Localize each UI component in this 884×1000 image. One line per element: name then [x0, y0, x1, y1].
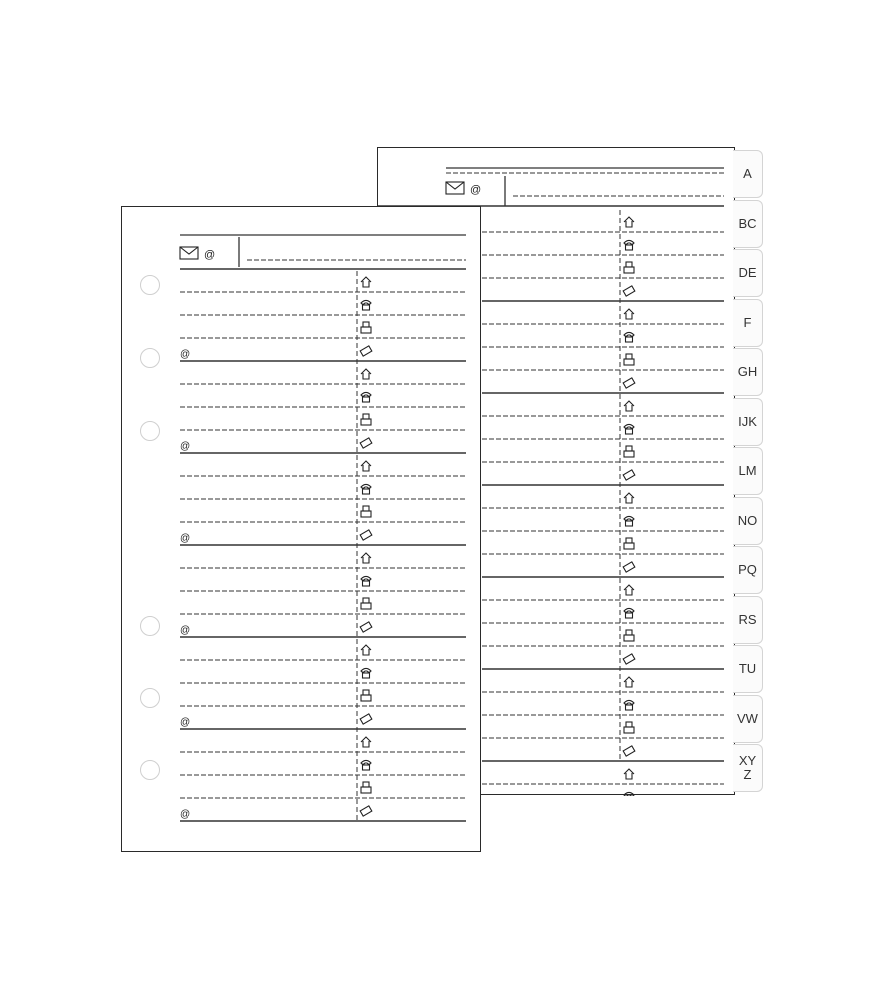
mobile-icon [623, 562, 635, 572]
house-icon [624, 493, 634, 503]
punch-hole [140, 275, 160, 295]
punch-hole [140, 760, 160, 780]
email-at-label: @ [204, 249, 216, 261]
index-tab[interactable] [733, 695, 763, 743]
house-icon [624, 217, 634, 227]
index-tab[interactable] [733, 447, 763, 495]
index-tab-label: LM [738, 463, 757, 478]
telephone-icon [624, 793, 634, 797]
telephone-icon [624, 517, 634, 527]
fax-icon [624, 630, 634, 641]
email-at-label: @ [470, 184, 482, 196]
index-tab[interactable] [733, 744, 763, 792]
index-tab[interactable] [733, 497, 763, 545]
fax-icon [624, 262, 634, 273]
envelope-icon [446, 182, 464, 194]
punch-hole [140, 616, 160, 636]
telephone-icon [361, 301, 371, 311]
fax-icon [624, 722, 634, 733]
email-at-label: @ [180, 717, 191, 728]
fax-icon [361, 598, 371, 609]
index-tab[interactable] [733, 150, 763, 198]
telephone-icon [361, 393, 371, 403]
mobile-icon [623, 286, 635, 296]
mobile-icon [623, 378, 635, 388]
mobile-icon [623, 746, 635, 756]
index-tab-label: DE [738, 265, 757, 280]
index-tab-label: NO [737, 512, 758, 528]
index-tab[interactable] [733, 645, 763, 693]
mobile-icon [360, 438, 372, 448]
index-tab-label: RS [738, 611, 757, 627]
index-tab-label: GH [737, 364, 758, 379]
house-icon [361, 553, 371, 563]
house-icon [624, 309, 634, 319]
house-icon [624, 585, 634, 595]
fax-icon [361, 782, 371, 793]
fax-icon [361, 322, 371, 333]
front-address-sheet [121, 206, 481, 852]
index-tab-label: F [743, 314, 752, 330]
telephone-icon [361, 761, 371, 771]
email-at-label: @ [180, 441, 191, 452]
mobile-icon [360, 622, 372, 632]
punch-hole [140, 688, 160, 708]
index-tab[interactable] [733, 299, 763, 347]
index-tab[interactable] [733, 348, 763, 396]
punch-hole [140, 421, 160, 441]
index-tab-label: XY Z [738, 753, 757, 782]
email-at-label: @ [180, 625, 191, 636]
index-tab[interactable] [733, 546, 763, 594]
mobile-icon [623, 470, 635, 480]
index-tab[interactable] [733, 596, 763, 644]
index-tab-label: BC [738, 215, 757, 231]
index-tab-label: VW [737, 710, 758, 726]
mobile-icon [623, 654, 635, 664]
envelope-icon [180, 247, 198, 259]
fax-icon [361, 690, 371, 701]
house-icon [624, 401, 634, 411]
fax-icon [361, 506, 371, 517]
mobile-icon [360, 806, 372, 816]
house-icon [624, 677, 634, 687]
telephone-icon [361, 669, 371, 679]
telephone-icon [624, 241, 634, 251]
index-tab[interactable] [733, 200, 763, 248]
house-icon [361, 461, 371, 471]
fax-icon [624, 354, 634, 365]
telephone-icon [624, 333, 634, 343]
telephone-icon [361, 577, 371, 587]
house-icon [361, 737, 371, 747]
mobile-icon [360, 346, 372, 356]
alphabet-index-tabs [733, 150, 765, 795]
mobile-icon [360, 530, 372, 540]
house-icon [624, 769, 634, 779]
front-sheet-ruling [122, 207, 482, 853]
fax-icon [624, 538, 634, 549]
mobile-icon [360, 714, 372, 724]
house-icon [361, 645, 371, 655]
telephone-icon [624, 701, 634, 711]
punch-hole [140, 348, 160, 368]
telephone-icon [361, 485, 371, 495]
index-tab-label: IJK [738, 413, 757, 429]
index-tab[interactable] [733, 398, 763, 446]
house-icon [361, 369, 371, 379]
fax-icon [361, 414, 371, 425]
email-at-label: @ [180, 809, 191, 820]
email-at-label: @ [180, 533, 191, 544]
index-tab[interactable] [733, 249, 763, 297]
index-tab-label: A [743, 166, 752, 181]
telephone-icon [624, 609, 634, 619]
fax-icon [624, 446, 634, 457]
house-icon [361, 277, 371, 287]
index-tab-label: TU [738, 661, 757, 676]
email-at-label: @ [180, 349, 191, 360]
telephone-icon [624, 425, 634, 435]
index-tab-label: PQ [738, 562, 757, 577]
